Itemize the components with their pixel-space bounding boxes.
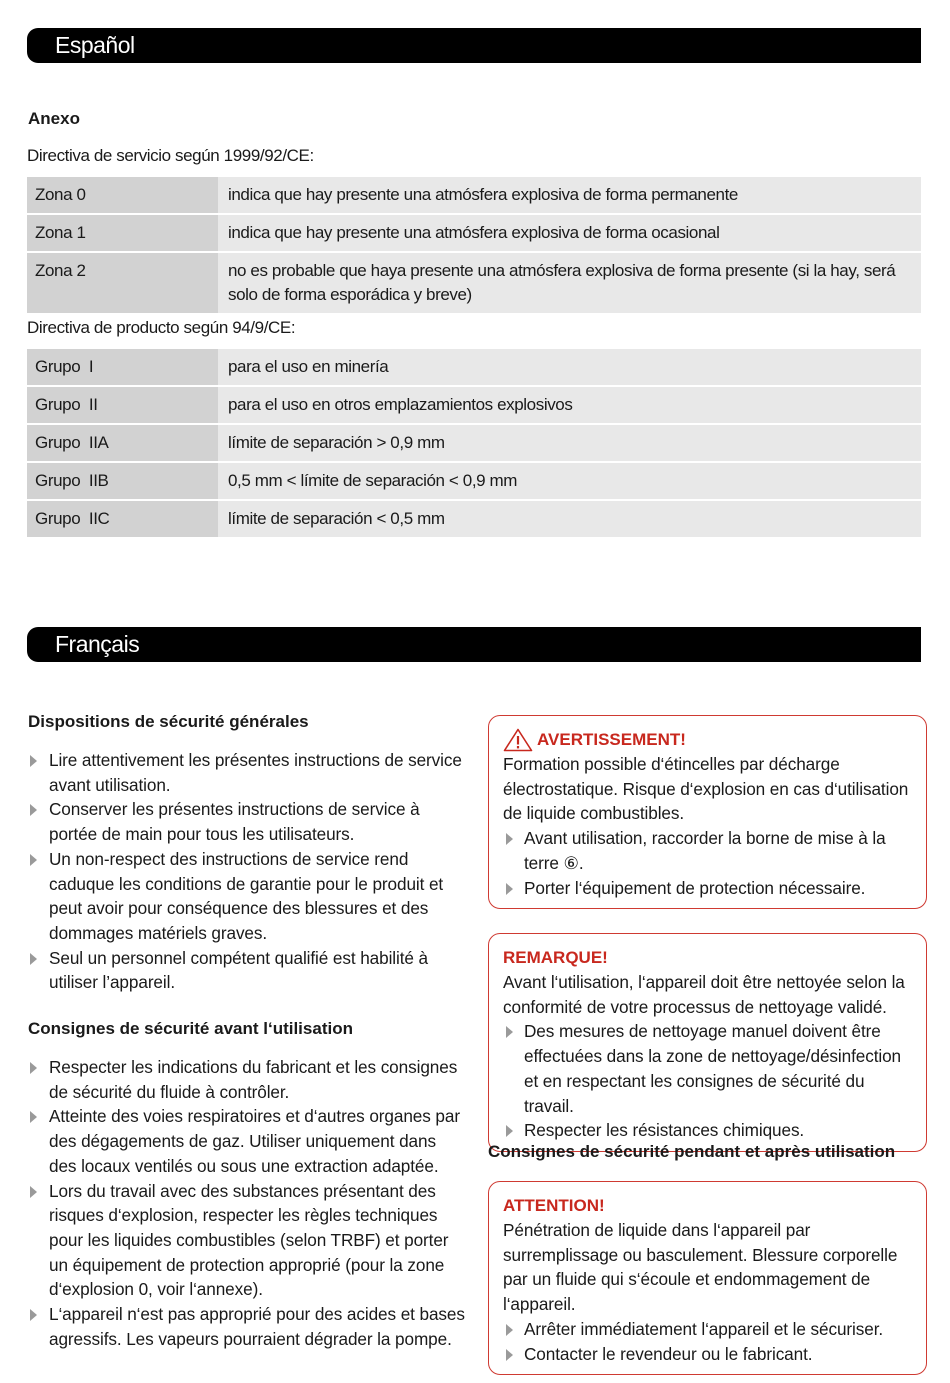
product-directive-label: Directiva de producto según 94/9/CE: [27, 318, 296, 337]
note-body: Avant l‘utilisation, l‘appareil doit être nettoyée selon la conformité de votre processus de nettoyage validé. [503, 972, 905, 1017]
triangle-bullet-icon [30, 1062, 37, 1074]
group-key: Grupo IIB [27, 463, 218, 499]
list-item: Conserver les présentes instructions de service à portée de main pour tous les utilisateurs. [27, 797, 467, 846]
zone-value: no es probable que haya presente una atmósfera explosiva de forma presente (si la hay, será solo de forma esporádica y breve) [218, 253, 921, 313]
left-column [27, 710, 467, 1351]
triangle-bullet-icon [506, 1026, 513, 1038]
zone-value: indica que hay presente una atmósfera explosiva de forma permanente [218, 177, 921, 213]
group-value: para el uso en otros emplazamientos explosivos [218, 387, 921, 423]
caution-box [488, 1181, 927, 1375]
group-key: Grupo II [27, 387, 218, 423]
table-row [27, 463, 921, 499]
triangle-bullet-icon [506, 883, 513, 895]
warning-title: AVERTISSEMENT! [503, 728, 918, 752]
zone-key: Zona 1 [27, 215, 218, 251]
zone-key: Zona 0 [27, 177, 218, 213]
zone-value: indica que hay presente una atmósfera explosiva de forma ocasional [218, 215, 921, 251]
list-item: L‘appareil n‘est pas approprié pour des acides et bases agressifs. Les vapeurs pourraient dégrader la pompe. [27, 1302, 467, 1351]
general-safety-heading: Dispositions de sécurité générales [28, 712, 309, 731]
before-use-heading: Consignes de sécurité avant l‘utilisation [28, 1019, 353, 1039]
zone-key: Zona 2 [27, 253, 218, 313]
list-item: Contacter le revendeur ou le fabricant. [503, 1342, 918, 1367]
list-item: Lors du travail avec des substances présentant des risques d‘explosion, respecter les règles techniques pour les liquides combustibles (selon TRBF) et porter un équipement de protection approprié (pour la zone d‘explosion 0, voir l‘annexe). [27, 1179, 467, 1303]
group-key: Grupo I [27, 349, 218, 385]
warning-box [488, 715, 927, 909]
list-item: Des mesures de nettoyage manuel doivent être effectuées dans la zone de nettoyage/désinfection et en respectant les consignes de sécurité du travail. [503, 1019, 918, 1118]
table-row [27, 177, 921, 213]
caution-list [503, 1317, 918, 1366]
group-key: Grupo IIC [27, 501, 218, 537]
during-after-heading: Consignes de sécurité pendant et après utilisation [488, 1142, 896, 1161]
note-box [488, 933, 927, 1152]
table-row [27, 387, 921, 423]
table-row [27, 501, 921, 537]
list-item: Respecter les résistances chimiques. [503, 1118, 918, 1143]
before-use-list [27, 1055, 467, 1351]
list-item: Seul un personnel compétent qualifié est habilité à utiliser l’appareil. [27, 946, 467, 995]
list-item: Avant utilisation, raccorder la borne de mise à la terre ⑥. [503, 826, 918, 875]
section-header-french [27, 627, 921, 662]
note-title: REMARQUE! [503, 948, 608, 967]
section-header-spanish [27, 28, 921, 63]
group-value: para el uso en minería [218, 349, 921, 385]
list-item: Atteinte des voies respiratoires et d‘autres organes par des dégagements de gaz. Utiliser uniquement dans des locaux ventilés ou sous une extraction adaptée. [27, 1104, 467, 1178]
list-item: Porter l‘équipement de protection nécessaire. [503, 876, 918, 901]
note-list [503, 1019, 918, 1143]
warning-triangle-icon [503, 728, 533, 752]
triangle-bullet-icon [30, 1186, 37, 1198]
triangle-bullet-icon [506, 1349, 513, 1361]
triangle-bullet-icon [30, 804, 37, 816]
section-title: Français [55, 631, 140, 657]
triangle-bullet-icon [506, 1125, 513, 1137]
list-item: Respecter les indications du fabricant et les consignes de sécurité du fluide à contrôler. [27, 1055, 467, 1104]
table-row [27, 253, 921, 313]
table-row [27, 349, 921, 385]
triangle-bullet-icon [30, 854, 37, 866]
triangle-bullet-icon [30, 953, 37, 965]
group-value: límite de separación < 0,5 mm [218, 501, 921, 537]
list-item: Lire attentivement les présentes instructions de service avant utilisation. [27, 748, 467, 797]
caution-title: ATTENTION! [503, 1196, 605, 1215]
group-value: límite de separación > 0,9 mm [218, 425, 921, 461]
general-safety-list [27, 748, 467, 995]
list-item: Arrêter immédiatement l‘appareil et le sécuriser. [503, 1317, 918, 1342]
triangle-bullet-icon [30, 755, 37, 767]
warning-body: Formation possible d‘étincelles par décharge électrostatique. Risque d‘explosion en cas d‘utilisation de liquide combustibles. [503, 754, 909, 824]
caution-body: Pénétration de liquide dans l‘appareil par surremplissage ou basculement. Blessure corporelle par un fluide qui s‘écoule et endommagement de l‘appareil. [503, 1220, 898, 1315]
groups-table [27, 347, 921, 539]
group-key: Grupo IIA [27, 425, 218, 461]
group-value: 0,5 mm < límite de separación < 0,9 mm [218, 463, 921, 499]
list-item: Un non-respect des instructions de service rend caduque les conditions de garantie pour le produit et peut avoir pour conséquence des blessures et des dommages matériels graves. [27, 847, 467, 946]
table-row [27, 425, 921, 461]
triangle-bullet-icon [30, 1309, 37, 1321]
service-directive-label: Directiva de servicio según 1999/92/CE: [27, 146, 314, 165]
section-title: Español [55, 32, 135, 58]
triangle-bullet-icon [506, 1324, 513, 1336]
annex-heading: Anexo [28, 109, 80, 128]
zones-table [27, 175, 921, 315]
warning-list [503, 826, 918, 900]
triangle-bullet-icon [30, 1111, 37, 1123]
triangle-bullet-icon [506, 833, 513, 845]
table-row [27, 215, 921, 251]
